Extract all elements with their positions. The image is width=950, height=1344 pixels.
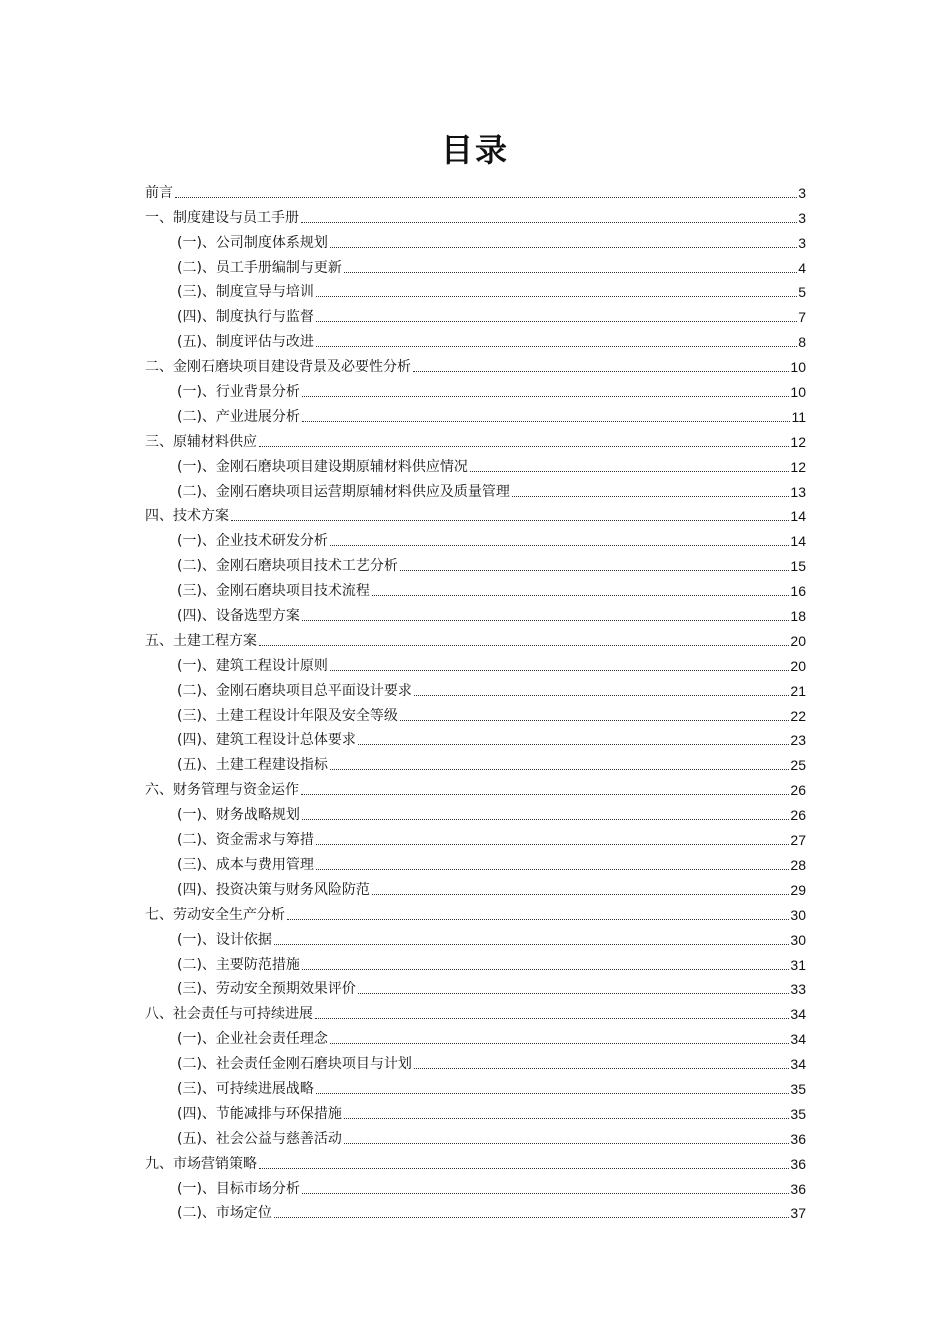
dot-leader	[302, 620, 789, 621]
toc-entry-label: (二)、金刚石磨块项目技术工艺分析	[177, 558, 398, 575]
toc-entry[interactable]	[145, 1048, 806, 1073]
toc-page-number: 12	[790, 458, 806, 475]
dot-leader	[330, 1043, 789, 1044]
dot-leader	[302, 1193, 789, 1194]
dot-leader	[358, 993, 789, 994]
toc-page-number: 33	[790, 981, 806, 998]
toc-entry[interactable]	[145, 1098, 806, 1123]
toc-entry-label: 四、技术方案	[145, 508, 229, 525]
toc-page-number: 23	[790, 732, 806, 749]
toc-page-number: 25	[790, 757, 806, 774]
toc-entry-label: (二)、金刚石磨块项目总平面设计要求	[177, 682, 412, 699]
toc-entry[interactable]	[145, 1148, 806, 1173]
dot-leader	[344, 1118, 789, 1119]
dot-leader	[400, 570, 789, 571]
dot-leader	[259, 446, 789, 447]
toc-entry[interactable]	[145, 824, 806, 849]
toc-page-number: 20	[790, 632, 806, 649]
dot-leader	[414, 1068, 789, 1069]
toc-entry-label: 三、原辅材料供应	[145, 433, 257, 450]
toc-entry-label: (一)、企业技术研发分析	[177, 533, 328, 550]
dot-leader	[372, 595, 789, 596]
toc-page-number: 12	[790, 433, 806, 450]
toc-entry[interactable]	[145, 202, 806, 227]
toc-entry-label: (三)、制度宣导与培训	[177, 284, 314, 301]
toc-page-number: 35	[790, 1105, 806, 1122]
toc-entry[interactable]	[145, 974, 806, 999]
toc-entry[interactable]	[145, 998, 806, 1023]
dot-leader	[316, 346, 797, 347]
dot-leader	[330, 769, 789, 770]
toc-entry-label: 二、金刚石磨块项目建设背景及必要性分析	[145, 359, 411, 376]
toc-entry[interactable]	[145, 675, 806, 700]
toc-entry[interactable]	[145, 725, 806, 750]
toc-entry-label: (一)、行业背景分析	[177, 384, 300, 401]
toc-entry[interactable]	[145, 326, 806, 351]
toc-entry[interactable]	[145, 525, 806, 550]
toc-page-number: 36	[790, 1130, 806, 1147]
toc-entry[interactable]	[145, 1198, 806, 1223]
toc-page-number: 34	[790, 1006, 806, 1023]
toc-page-number: 3	[798, 184, 806, 201]
dot-leader	[470, 471, 789, 472]
toc-title: 目录	[440, 131, 509, 169]
toc-entry-label: (四)、节能减排与环保措施	[177, 1105, 342, 1122]
toc-page-number: 26	[790, 807, 806, 824]
toc-entry[interactable]	[145, 1173, 806, 1198]
toc-page-number: 11	[791, 408, 806, 425]
toc-entry-label: (五)、社会公益与慈善活动	[177, 1130, 342, 1147]
dot-leader	[344, 1143, 789, 1144]
toc-entry[interactable]	[145, 277, 806, 302]
toc-page-number: 34	[790, 1031, 806, 1048]
toc-page-number: 3	[798, 234, 806, 251]
toc-page-number: 36	[790, 1155, 806, 1172]
toc-entry-label: (四)、设备选型方案	[177, 608, 300, 625]
toc-entry[interactable]	[145, 625, 806, 650]
toc-entry[interactable]	[145, 451, 806, 476]
toc-entry-label: (二)、主要防范措施	[177, 956, 300, 973]
table-of-contents	[145, 177, 806, 1222]
toc-page-number: 31	[790, 956, 806, 973]
toc-page-number: 14	[790, 508, 806, 525]
toc-entry-label: (一)、设计依据	[177, 931, 272, 948]
toc-entry[interactable]	[145, 700, 806, 725]
toc-page-number: 10	[790, 384, 806, 401]
dot-leader	[302, 396, 789, 397]
toc-page-number: 28	[790, 856, 806, 873]
dot-leader	[315, 1018, 789, 1019]
toc-entry-label: (三)、土建工程设计年限及安全等级	[177, 707, 398, 724]
toc-entry-label: (四)、建筑工程设计总体要求	[177, 732, 356, 749]
toc-page-number: 18	[790, 608, 806, 625]
dot-leader	[301, 794, 789, 795]
toc-entry[interactable]	[145, 749, 806, 774]
toc-page-number: 5	[798, 284, 806, 301]
dot-leader	[302, 421, 791, 422]
toc-entry[interactable]	[145, 575, 806, 600]
toc-entry[interactable]	[145, 426, 806, 451]
toc-entry-label: 八、社会责任与可持续进展	[145, 1006, 313, 1023]
toc-entry-label: (二)、金刚石磨块项目运营期原辅材料供应及质量管理	[177, 483, 510, 500]
dot-leader	[358, 744, 789, 745]
toc-entry[interactable]	[145, 1073, 806, 1098]
dot-leader	[316, 321, 797, 322]
toc-entry-label: 一、制度建设与员工手册	[145, 209, 299, 226]
toc-entry-label: (二)、市场定位	[177, 1205, 272, 1222]
toc-entry[interactable]	[145, 301, 806, 326]
dot-leader	[316, 1093, 789, 1094]
toc-entry[interactable]	[145, 501, 806, 526]
toc-entry[interactable]	[145, 351, 806, 376]
toc-entry-label: (一)、财务战略规划	[177, 807, 300, 824]
toc-page-number: 7	[798, 309, 806, 326]
toc-entry-label: 前言	[145, 184, 173, 201]
toc-entry-label: 五、土建工程方案	[145, 632, 257, 649]
toc-entry-label: (二)、社会责任金刚石磨块项目与计划	[177, 1056, 412, 1073]
dot-leader	[330, 247, 797, 248]
toc-entry-label: (四)、制度执行与监督	[177, 309, 314, 326]
toc-entry-label: (五)、土建工程建设指标	[177, 757, 328, 774]
toc-entry-label: (三)、可持续进展战略	[177, 1080, 314, 1097]
toc-page-number: 29	[790, 881, 806, 898]
toc-entry-label: (三)、劳动安全预期效果评价	[177, 981, 356, 998]
dot-leader	[413, 371, 789, 372]
toc-entry-label: (一)、金刚石磨块项目建设期原辅材料供应情况	[177, 458, 468, 475]
toc-entry-label: (四)、投资决策与财务风险防范	[177, 881, 370, 898]
toc-entry-label: (二)、产业进展分析	[177, 408, 300, 425]
toc-entry[interactable]	[145, 799, 806, 824]
toc-entry-label: 七、劳动安全生产分析	[145, 906, 285, 923]
dot-leader	[330, 670, 789, 671]
toc-entry-label: (一)、目标市场分析	[177, 1180, 300, 1197]
toc-entry[interactable]	[145, 600, 806, 625]
toc-page-number: 27	[790, 832, 806, 849]
dot-leader	[274, 1217, 789, 1218]
toc-entry-label: (二)、资金需求与筹措	[177, 832, 314, 849]
toc-entry[interactable]	[145, 177, 806, 202]
toc-entry-label: (一)、企业社会责任理念	[177, 1031, 328, 1048]
toc-page-number: 16	[790, 583, 806, 600]
toc-entry-label: (五)、制度评估与改进	[177, 334, 314, 351]
toc-page-number: 21	[790, 682, 806, 699]
dot-leader	[316, 844, 789, 845]
dot-leader	[414, 695, 789, 696]
dot-leader	[301, 222, 797, 223]
dot-leader	[512, 496, 789, 497]
dot-leader	[400, 720, 789, 721]
toc-page-number: 35	[790, 1080, 806, 1097]
toc-page-number: 8	[798, 334, 806, 351]
dot-leader	[259, 645, 789, 646]
toc-page-number: 4	[798, 259, 806, 276]
dot-leader	[175, 197, 797, 198]
toc-page-number: 14	[790, 533, 806, 550]
dot-leader	[344, 272, 797, 273]
toc-page-number: 30	[790, 906, 806, 923]
toc-entry[interactable]	[145, 401, 806, 426]
toc-entry[interactable]	[145, 874, 806, 899]
toc-entry[interactable]	[145, 849, 806, 874]
toc-page-number: 10	[790, 359, 806, 376]
dot-leader	[287, 919, 789, 920]
toc-entry[interactable]	[145, 1123, 806, 1148]
toc-page-number: 20	[790, 657, 806, 674]
toc-entry[interactable]	[145, 949, 806, 974]
dot-leader	[330, 545, 789, 546]
toc-entry[interactable]	[145, 924, 806, 949]
toc-entry-label: (一)、建筑工程设计原则	[177, 657, 328, 674]
toc-entry-label: 九、市场营销策略	[145, 1155, 257, 1172]
toc-page-number: 22	[790, 707, 806, 724]
toc-entry-label: (二)、员工手册编制与更新	[177, 259, 342, 276]
toc-entry-label: (三)、成本与费用管理	[177, 856, 314, 873]
toc-entry[interactable]	[145, 227, 806, 252]
dot-leader	[372, 894, 789, 895]
toc-entry[interactable]	[145, 252, 806, 277]
toc-entry-label: (一)、公司制度体系规划	[177, 234, 328, 251]
dot-leader	[259, 1168, 789, 1169]
toc-page-number: 15	[790, 558, 806, 575]
toc-page-number: 26	[790, 782, 806, 799]
dot-leader	[316, 869, 789, 870]
toc-entry[interactable]	[145, 376, 806, 401]
toc-page-number: 37	[790, 1205, 806, 1222]
toc-entry[interactable]	[145, 1023, 806, 1048]
dot-leader	[274, 944, 789, 945]
dot-leader	[231, 520, 789, 521]
toc-entry-label: 六、财务管理与资金运作	[145, 782, 299, 799]
toc-page-number: 36	[790, 1180, 806, 1197]
dot-leader	[302, 969, 789, 970]
toc-page-number: 30	[790, 931, 806, 948]
toc-entry[interactable]	[145, 650, 806, 675]
toc-entry[interactable]	[145, 550, 806, 575]
toc-entry[interactable]	[145, 899, 806, 924]
toc-page-number: 3	[798, 209, 806, 226]
toc-entry-label: (三)、金刚石磨块项目技术流程	[177, 583, 370, 600]
toc-entry[interactable]	[145, 774, 806, 799]
toc-page-number: 13	[790, 483, 806, 500]
toc-entry[interactable]	[145, 476, 806, 501]
dot-leader	[302, 819, 789, 820]
dot-leader	[316, 296, 797, 297]
toc-page-number: 34	[790, 1056, 806, 1073]
